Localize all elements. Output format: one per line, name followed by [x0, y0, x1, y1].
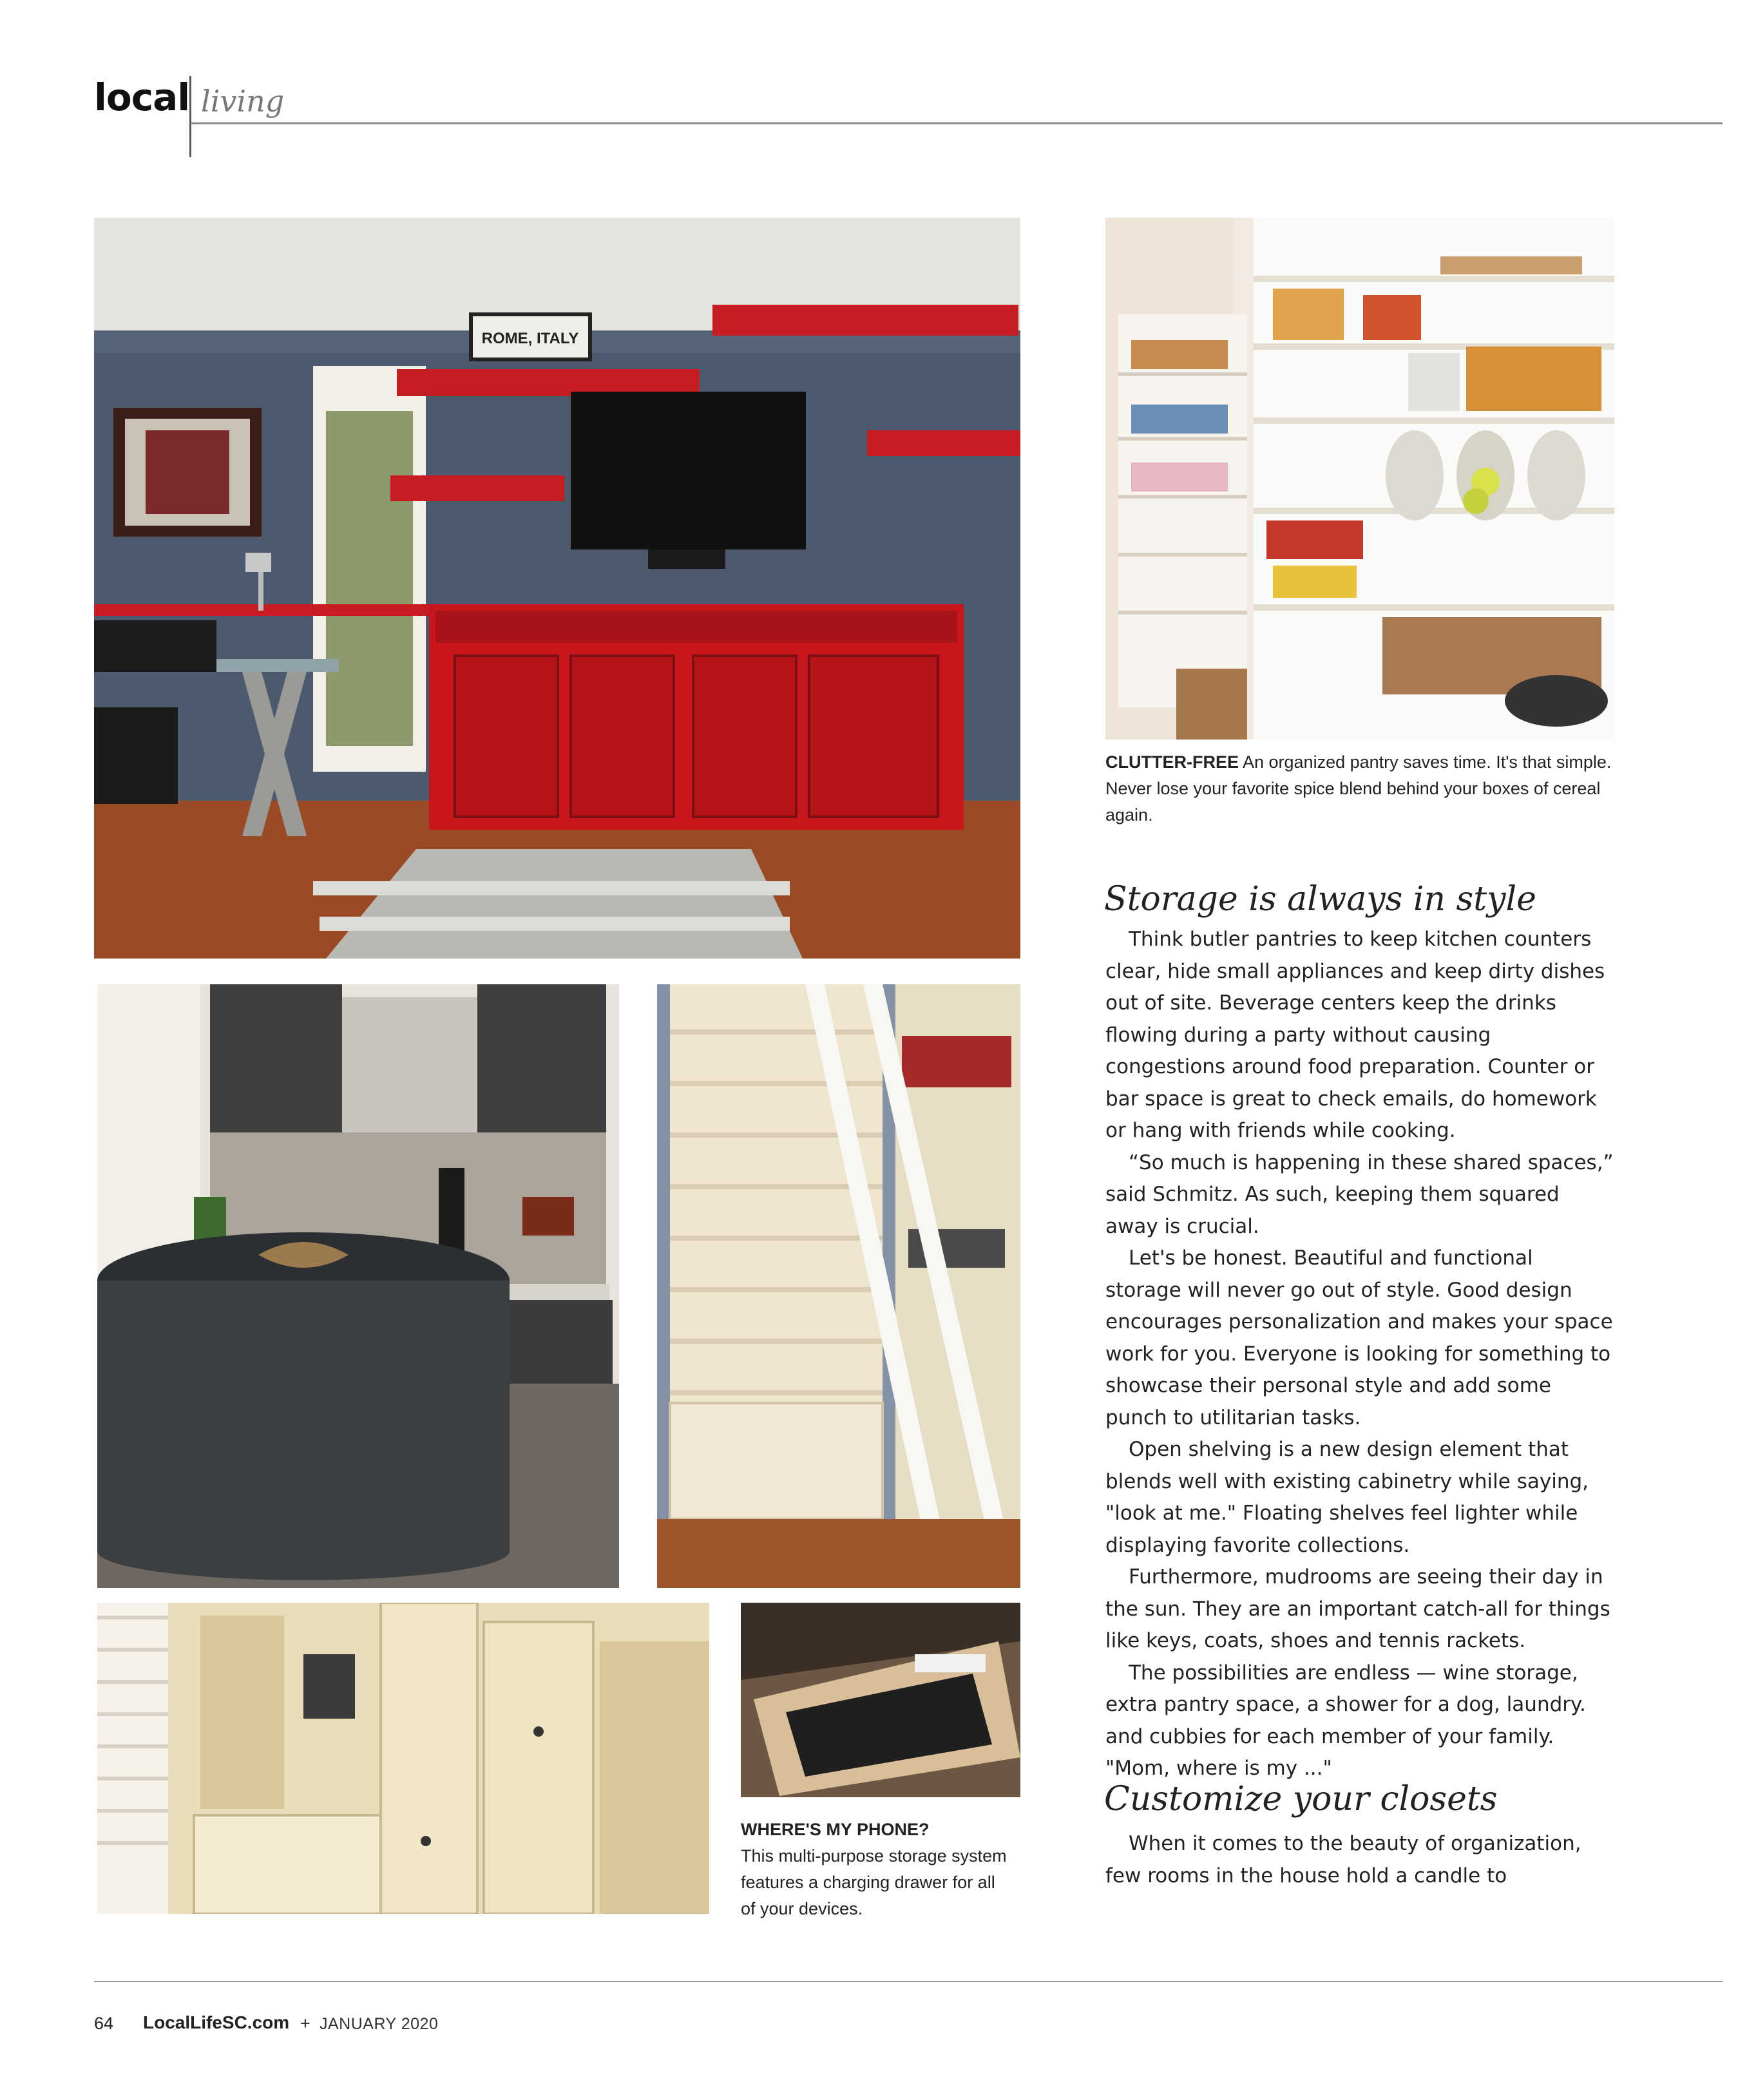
section-name: living	[201, 84, 285, 119]
article-paragraph: Furthermore, mudrooms are seeing their day in the sun. They are an important catch-all for things like keys, coats, shoes and tennis rackets.	[1105, 1565, 1610, 1652]
article-paragraph: The possibilities are endless — wine storage, extra pantry space, a shower for a dog, laundry. and cubbies for each member of your family. "Mom, where is my ..."	[1105, 1661, 1586, 1780]
caption-phone-text: This multi-purpose storage system features a charging drawer for all of your devices.	[741, 1846, 1007, 1918]
page-number: 64	[94, 2014, 114, 2033]
article-paragraph: “So much is happening in these shared spaces,” said Schmitz. As such, keeping them squared away is crucial.	[1105, 1150, 1614, 1238]
photo-kitchen-island	[97, 984, 619, 1588]
brand-logo-local: local	[94, 75, 190, 119]
footer-separator: +	[300, 2014, 310, 2033]
article-paragraph: Open shelving is a new design element that blends well with existing cabinetry while saying, "look at me." Floating shelves feel lighter while displaying favorite collections.	[1105, 1438, 1589, 1557]
photo-shoe-closet	[657, 984, 1020, 1588]
caption-charging-drawer	[741, 1817, 1011, 1922]
footer-rule	[94, 1981, 1723, 1982]
brand-divider	[189, 76, 191, 157]
article-paragraph: Let's be honest. Beautiful and functional storage will never go out of style. Good design encourages personalization and makes your space work for you. Everyone is looking for something to showcase their personal style and add some punch to utilitarian tasks.	[1105, 1246, 1613, 1429]
rome-sign-text: ROME, ITALY	[481, 330, 579, 347]
footer-issue-date: JANUARY 2020	[320, 2015, 439, 2033]
photo-built-in-cabinets	[97, 1603, 709, 1914]
article-body-section-2	[1105, 1828, 1614, 1892]
caption-phone-lead: WHERE'S MY PHONE?	[741, 1820, 930, 1839]
caption-pantry-text: An organized pantry saves time. It's that simple. Never lose your favorite spice blend behind your boxes of cereal again.	[1105, 752, 1612, 825]
header-rule	[191, 122, 1723, 124]
article-paragraph: Think butler pantries to keep kitchen counters clear, hide small appliances and keep dirty dishes out of site. Beverage centers keep the drinks flowing during a party without causing congestions around food preparation. Counter or bar space is great to check emails, do homework or hang with friends while cooking.	[1105, 928, 1605, 1142]
footer-site: LocalLifeSC.com	[143, 2012, 290, 2032]
article-heading-storage: Storage is always in style	[1104, 880, 1536, 919]
photo-pantry	[1105, 218, 1614, 740]
article-paragraph: When it comes to the beauty of organization, few rooms in the house hold a candle to	[1105, 1832, 1581, 1887]
photo-charging-drawer	[741, 1603, 1020, 1797]
article-body-section-1	[1105, 924, 1614, 1785]
article-heading-closets: Customize your closets	[1104, 1780, 1498, 1818]
caption-pantry	[1105, 749, 1621, 828]
photo-red-office	[94, 218, 1020, 959]
caption-pantry-lead: CLUTTER-FREE	[1105, 752, 1239, 772]
